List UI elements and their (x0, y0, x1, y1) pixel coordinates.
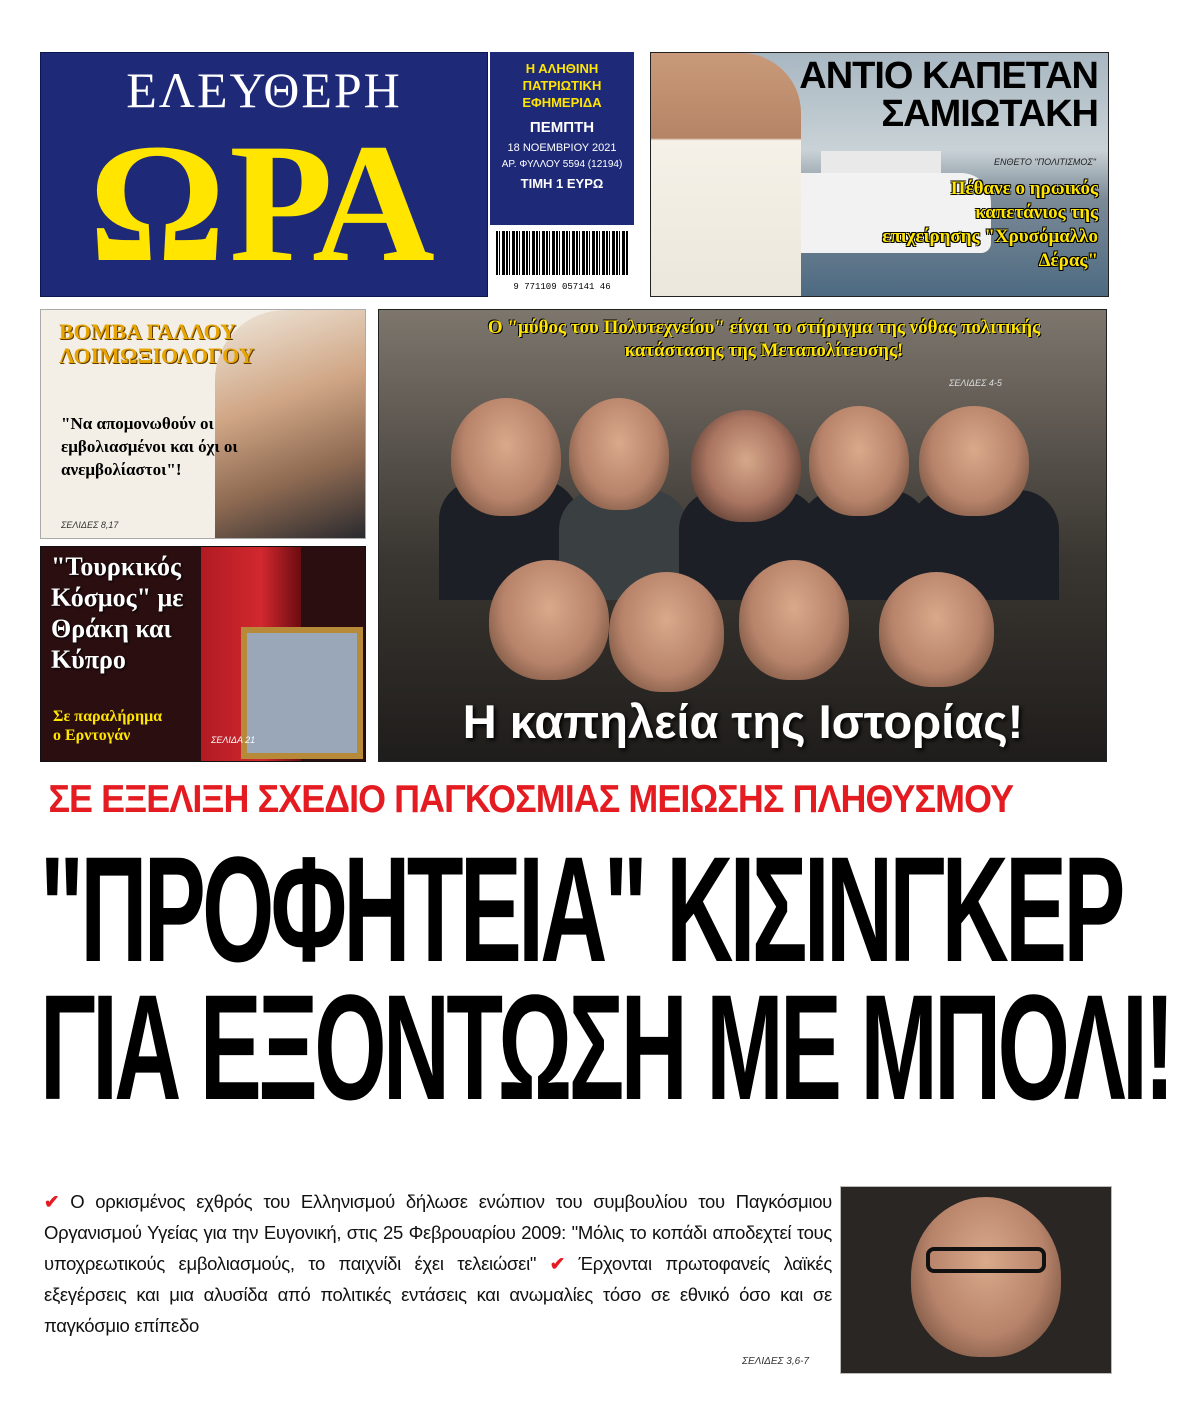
main-headline[interactable] (39, 825, 1172, 1131)
bomba-title (59, 320, 255, 368)
tagline-line-1: Η ΑΛΗΘΙΝΗ (525, 61, 599, 76)
tourk-title: "Τουρκικός Κόσμος" με Θράκη και Κύπρο (51, 552, 184, 674)
bomba-title-line-2: ΛΟΙΜΩΞΙΟΛΟΓΟΥ (59, 343, 255, 368)
kapileia-title: Η καπηλεία της Ιστορίας! (462, 695, 1024, 748)
politician-photo-6 (489, 560, 609, 680)
kapileia-caption: Ο "μύθος του Πολυτεχνείου" είναι το στήριγμα της νόθας πολιτικής κατάστασης της Μεταπολίτευσης! (487, 317, 1041, 361)
main-story-pages: ΣΕΛΙΔΕΣ 3,6-7 (742, 1356, 810, 1367)
politician-photo-5 (919, 406, 1029, 516)
masthead-big-title: ΩΡΑ (89, 109, 439, 297)
main-headline-line-2: ΓΙΑ ΕΞΟΝΤΩΣΗ ΜΕ ΜΠΟΛΙ! (39, 963, 1172, 1131)
map-painting-image (241, 627, 363, 759)
masthead-small-title: ΕΛΕΥΘΕΡΗ (126, 62, 402, 118)
antio-title-line-1: ΑΝΤΙΟ ΚΑΠΕΤΑΝ (799, 55, 1098, 97)
issue-info-box (490, 52, 634, 295)
politician-photo-7 (609, 572, 724, 692)
issue-number: ΑΡ. ΦΥΛΛΟΥ 5594 (12194) (501, 159, 623, 170)
barcode (490, 225, 634, 295)
antio-subtitle: Πέθανε ο ηρωικός καπετάνιος της επιχείρησης "Χρυσόμαλλο Δέρας" (882, 178, 1098, 271)
tagline (490, 60, 634, 111)
tourk-pages: ΣΕΛΙΔΑ 21 (211, 735, 256, 745)
kapileia-story[interactable] (378, 309, 1107, 762)
main-story-part-2: Έρχονται πρωτοφανείς λαϊκές εξεγέρσεις και μια αλυσίδα από πολιτικές εντάσεις και ανωμαλίες τόσο σε εθνικό όσο και σε παγκόσμιο επίπεδο (44, 1253, 832, 1336)
tourk-subtitle-line-2: ο Ερντογάν (53, 727, 131, 744)
barcode-number: 9 771109 057141 46 (513, 282, 611, 292)
tourk-subtitle-line-1: Σε παραλήρημα (53, 708, 163, 725)
captain-photo (651, 53, 801, 296)
politician-photo-2 (569, 398, 669, 510)
main-story-body (44, 1186, 832, 1341)
tourk-story[interactable] (40, 546, 366, 762)
antio-title (799, 57, 1098, 133)
tagline-line-2: ΠΑΤΡΙΩΤΙΚΗ (522, 78, 602, 93)
issue-day: ΠΕΜΠΤΗ (529, 119, 595, 136)
antio-title-line-2: ΣΑΜΙΩΤΑΚΗ (881, 93, 1098, 135)
antio-story[interactable] (650, 52, 1109, 297)
red-kicker: ΣΕ ΕΞΕΛΙΞΗ ΣΧΕΔΙΟ ΠΑΓΚΟΣΜΙΑΣ ΜΕΙΩΣΗΣ ΠΛΗΘΥΣΜΟΥ (48, 778, 1014, 821)
kissinger-photo (840, 1186, 1112, 1374)
tagline-line-3: ΕΦΗΜΕΡΙΔΑ (522, 95, 602, 110)
kapileia-pages: ΣΕΛΙΔΕΣ 4-5 (949, 378, 1002, 388)
bomba-story[interactable] (40, 309, 366, 539)
check-icon: ✔ (44, 1191, 60, 1212)
glasses-shape (926, 1247, 1046, 1273)
politician-photo-9 (879, 572, 994, 687)
politician-photo-4 (809, 406, 909, 516)
bomba-pages: ΣΕΛΙΔΕΣ 8,17 (61, 520, 119, 530)
politician-photo-1 (451, 398, 561, 516)
issue-date: 18 ΝΟΕΜΒΡΙΟΥ 2021 (507, 142, 617, 154)
barcode-bars (496, 231, 628, 275)
politician-photo-3 (691, 410, 801, 522)
masthead (40, 52, 488, 297)
check-icon: ✔ (549, 1253, 565, 1274)
politician-photo-8 (739, 560, 849, 680)
main-headline-line-1: "ΠΡΟΦΗΤΕΙΑ" ΚΙΣΙΝΓΚΕΡ (39, 825, 1122, 993)
main-story-part-1: Ο ορκισμένος εχθρός του Ελληνισμού δήλωσε ενώπιον του συμβουλίου του Παγκόσμιου Οργανισμού Υγείας για την Ευγονική, στις 25 Φεβρουαρίου 2009: "Μόλις το κοπάδι αποδεχτεί τους υποχρεωτικούς εμβολιασμούς, το παιχνίδι έχει τελειώσει" (44, 1191, 833, 1274)
issue-price: ΤΙΜΗ 1 ΕΥΡΩ (520, 176, 604, 191)
kissinger-face (911, 1197, 1061, 1357)
bomba-title-line-1: ΒΟΜΒΑ ΓΑΛΛΟΥ (59, 319, 237, 344)
bomba-quote: "Να απομονωθούν οι εμβολιασμένοι και όχι οι ανεμβολίαστοι"! (61, 414, 238, 479)
tourk-subtitle (53, 707, 162, 745)
antio-insert-label: ΕΝΘΕΤΟ "ΠΟΛΙΤΙΣΜΟΣ" (994, 157, 1096, 167)
